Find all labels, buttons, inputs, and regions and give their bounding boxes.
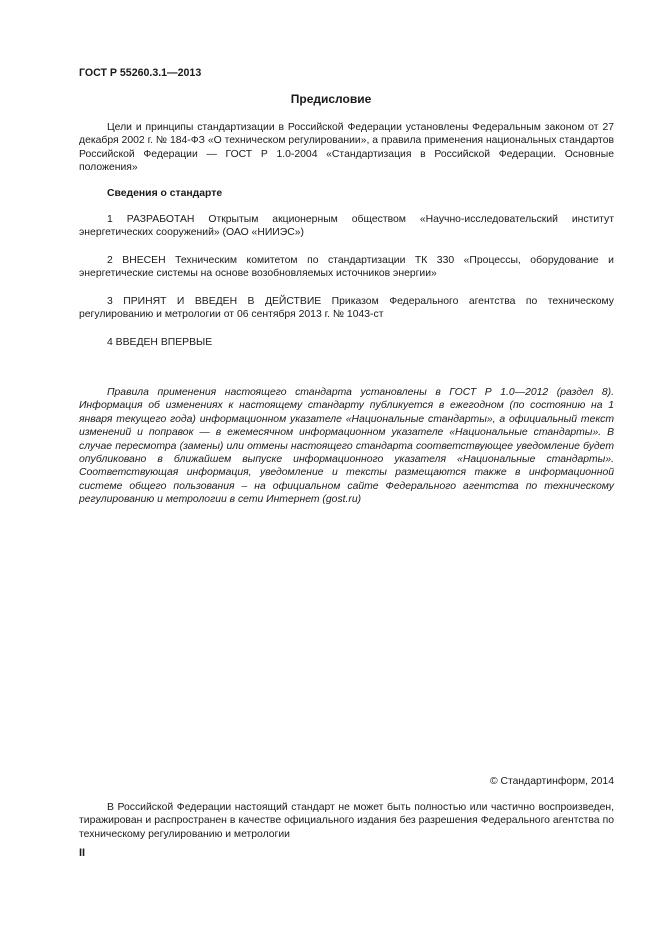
info-item-3: 3 ПРИНЯТ И ВВЕДЕН В ДЕЙСТВИЕ Приказом Федерального агентства по техническому регулированию и метрологии от 06 сентября 2013 г. № 1043-ст <box>79 296 614 321</box>
page-title: Предисловие <box>290 92 372 106</box>
info-item-1: 1 РАЗРАБОТАН Открытым акционерным обществом «Научно-исследовательский институт энергетических сооружений» (ОАО «НИИЭС») <box>79 214 614 239</box>
section-heading: Сведения о стандарте <box>107 188 223 199</box>
intro-paragraph: Цели и принципы стандартизации в Российской Федерации установлены Федеральным законом от 27 декабря 2002 г. № 184-ФЗ «О техническом регулировании», а правила применения национальных стандартов Российской Федерации — ГОСТ Р 1.0-2004 «Стандартизация в Российской Федерации. Основные положения» <box>79 122 614 174</box>
info-item-4: 4 ВВЕДЕН ВПЕРВЫЕ <box>107 337 213 348</box>
page-number: II <box>79 847 86 859</box>
reproduction-notice: В Российской Федерации настоящий стандарт не может быть полностью или частично воспроизведен, тиражирован и распространен в качестве официального издания без разрешения Федерального агентства по техническому регулированию и метрологии <box>79 802 614 840</box>
info-item-2: 2 ВНЕСЕН Техническим комитетом по стандартизации ТК 330 «Процессы, оборудование и энергетические системы на основе возобновляемых источников энергии» <box>79 255 614 280</box>
notice-paragraph: Правила применения настоящего стандарта установлены в ГОСТ Р 1.0—2012 (раздел 8). Информация об изменениях к настоящему стандарту публикуется в ежегодном (по состоянию на 1 января текущего года) информационном указателе «Национальные стандарты», а официальный текст изменений и поправок — в ежемесячном информационном указателе «Национальные стандарты». В случае пересмотра (замены) или отмены настоящего стандарта соответствующее уведомление будет опубликовано в ближайшем выпуске информационного указателя «Национальные стандарты». Соответствующая информация, уведомление и тексты размещаются также в информационной системе общего пользования – на официальном сайте Федерального агентства по техническому регулированию и метрологии в сети Интернет (gost.ru) <box>79 387 614 506</box>
copyright: © Стандартинформ, 2014 <box>489 776 614 787</box>
document-header: ГОСТ Р 55260.3.1—2013 <box>79 67 202 79</box>
